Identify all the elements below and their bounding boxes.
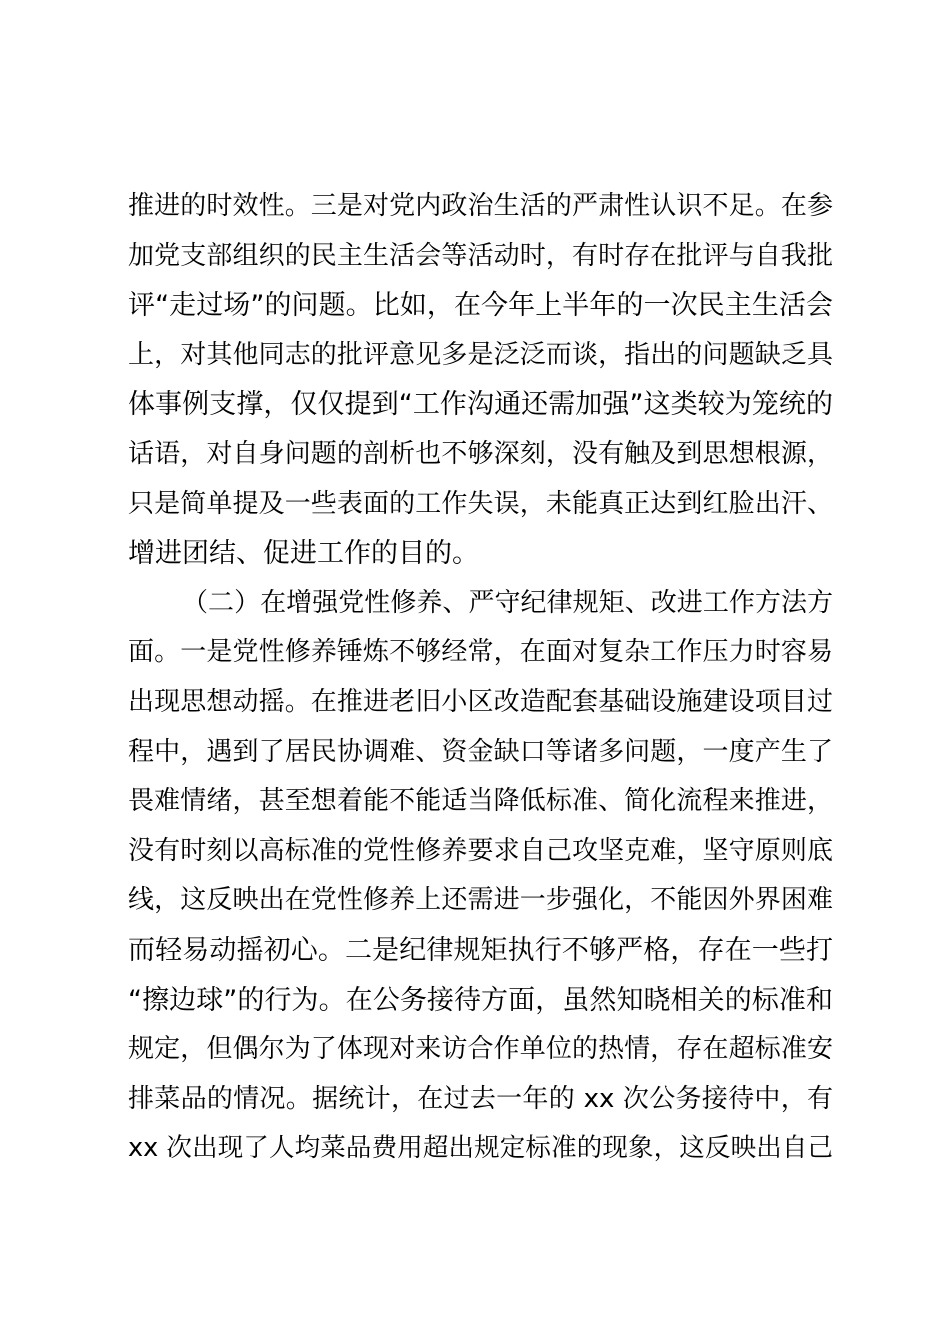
- text-line: 而轻易动摇初心。二是纪律规矩执行不够严格，存在一些打: [128, 934, 833, 966]
- text-line: 评“走过场”的问题。比如，在今年上半年的一次民主生活会: [128, 290, 833, 322]
- text-line: “擦边球”的行为。在公务接待方面，虽然知晓相关的标准和: [128, 984, 833, 1016]
- text-line: 排菜品的情况。据统计，在过去一年的 xx 次公务接待中，有: [128, 1083, 833, 1114]
- text-line: xx 次出现了人均菜品费用超出规定标准的现象，这反映出自己: [128, 1133, 833, 1164]
- paragraph-end-line: 增进团结、促进工作的目的。: [128, 538, 479, 570]
- text-line: 只是简单提及一些表面的工作失误，未能真正达到红脸出汗、: [128, 488, 833, 519]
- text-line: 畏难情绪，甚至想着能不能适当降低标准、简化流程来推进，: [128, 786, 833, 817]
- text-line: 没有时刻以高标准的党性修养要求自己攻坚克难，坚守原则底: [128, 835, 833, 866]
- text-line: 上，对其他同志的批评意见多是泛泛而谈，指出的问题缺乏具: [128, 339, 833, 370]
- text-line: 出现思想动摇。在推进老旧小区改造配套基础设施建设项目过: [128, 686, 833, 717]
- text-line: 面。一是党性修养锤炼不够经常，在面对复杂工作压力时容易: [128, 637, 833, 668]
- section-heading-line: （二）在增强党性修养、严守纪律规矩、改进工作方法方: [182, 587, 833, 618]
- document-body: [128, 182, 833, 1174]
- text-line: 话语，对自身问题的剖析也不够深刻，没有触及到思想根源，: [128, 438, 833, 469]
- text-line: 程中，遇到了居民协调难、资金缺口等诸多问题，一度产生了: [128, 736, 833, 767]
- text-line: 规定，但偶尔为了体现对来访合作单位的热情，存在超标准安: [128, 1034, 833, 1065]
- text-line: 加党支部组织的民主生活会等活动时，有时存在批评与自我批: [128, 240, 833, 271]
- text-line: 体事例支撑，仅仅提到“工作沟通还需加强”这类较为笼统的: [128, 389, 833, 421]
- text-line: 线，这反映出在党性修养上还需进一步强化，不能因外界困难: [128, 885, 833, 916]
- text-line: 推进的时效性。三是对党内政治生活的严肃性认识不足。在参: [128, 191, 833, 221]
